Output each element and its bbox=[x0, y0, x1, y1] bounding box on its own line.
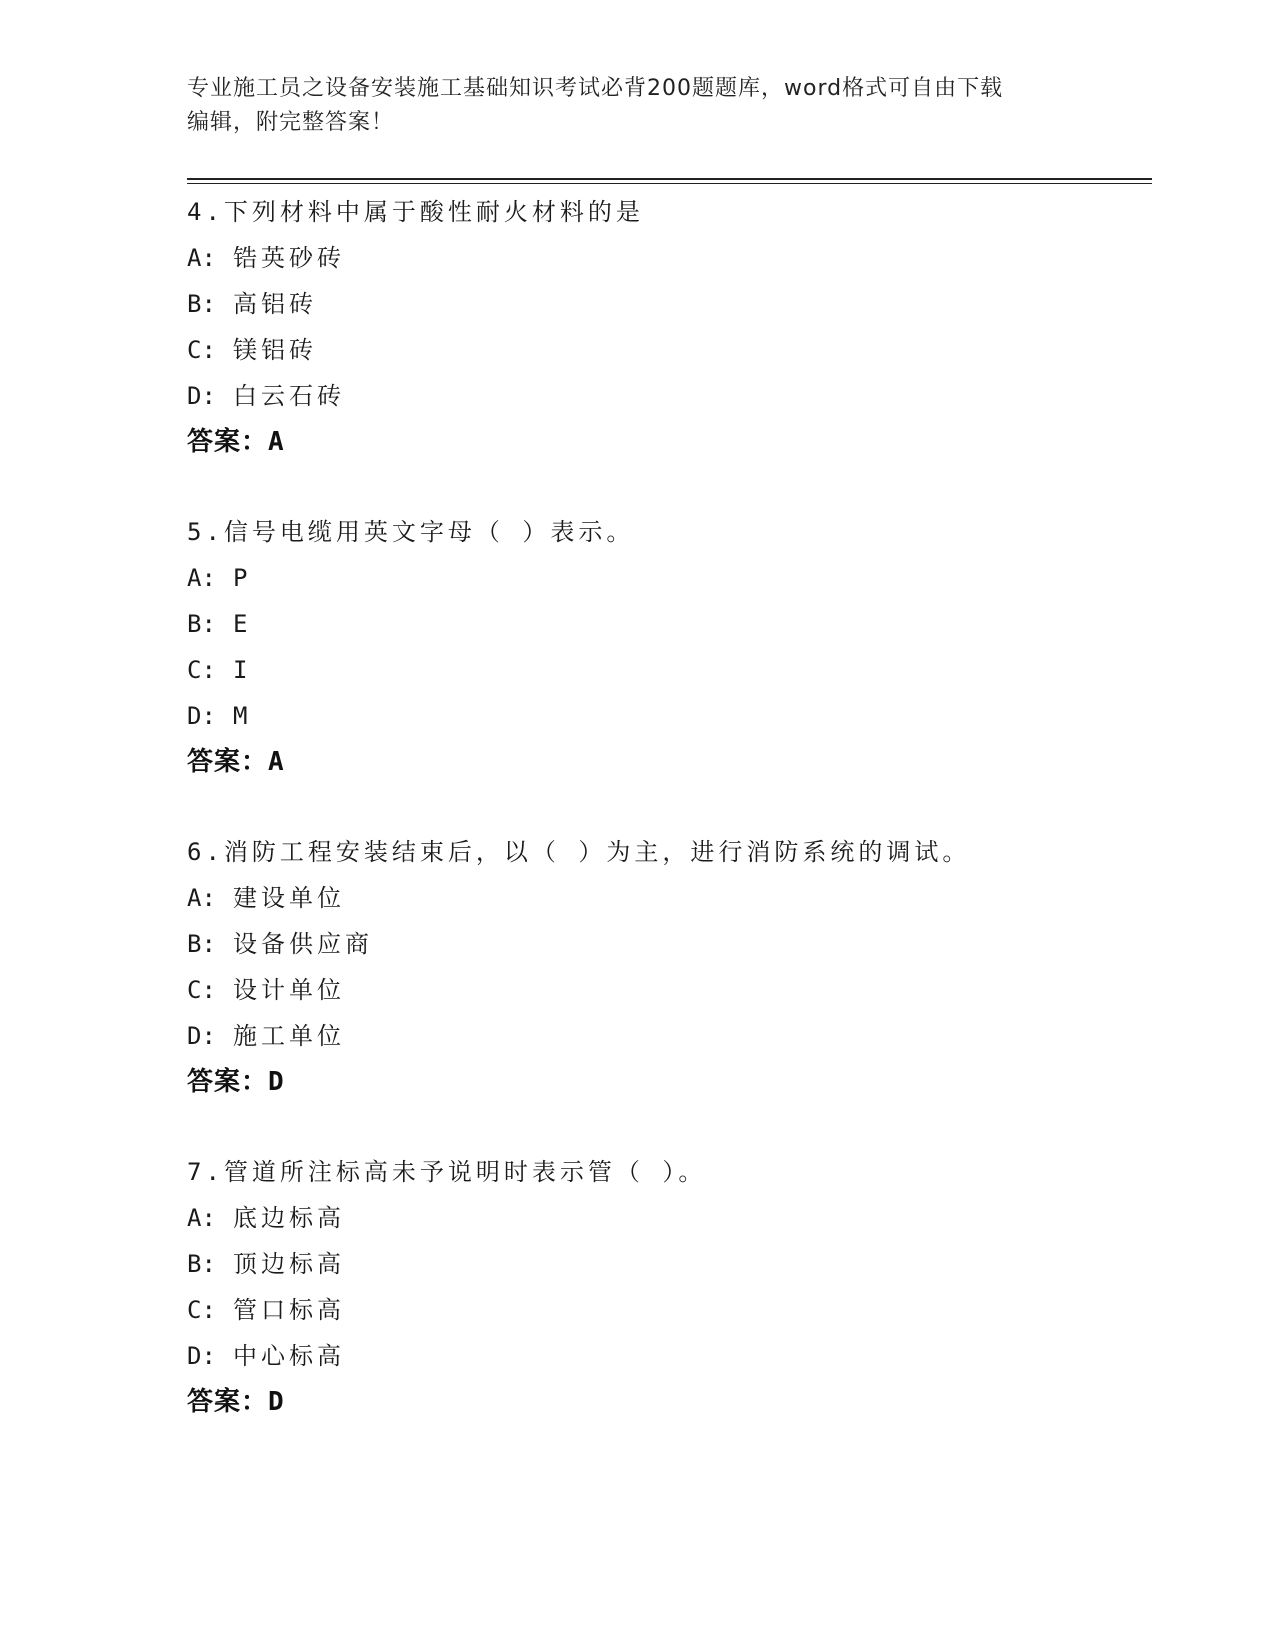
answer-line bbox=[187, 1059, 1147, 1105]
answer-value: A bbox=[268, 747, 285, 777]
option-letter: D: bbox=[187, 702, 216, 730]
option-a bbox=[187, 235, 1147, 281]
option-b bbox=[187, 601, 1147, 647]
option-letter: C: bbox=[187, 1296, 216, 1324]
option-letter: A: bbox=[187, 1204, 216, 1232]
option-letter: B: bbox=[187, 610, 216, 638]
option-letter: B: bbox=[187, 1250, 216, 1278]
option-b bbox=[187, 921, 1147, 967]
option-c bbox=[187, 967, 1147, 1013]
option-c bbox=[187, 327, 1147, 373]
option-text: 建设单位 bbox=[233, 884, 345, 912]
option-letter: B: bbox=[187, 290, 216, 318]
question-title: 7.管道所注标高未予说明时表示管（ ）。 bbox=[187, 1158, 707, 1186]
option-text: 设计单位 bbox=[233, 976, 345, 1004]
option-text: M bbox=[233, 702, 252, 730]
option-letter: B: bbox=[187, 930, 216, 958]
answer-value: D bbox=[268, 1387, 285, 1417]
option-b bbox=[187, 1241, 1147, 1287]
header-divider-thick bbox=[187, 178, 1152, 180]
question-block bbox=[187, 189, 1147, 465]
answer-value: D bbox=[268, 1067, 285, 1097]
header-divider-thin bbox=[187, 183, 1152, 184]
option-letter: C: bbox=[187, 336, 216, 364]
option-letter: C: bbox=[187, 976, 216, 1004]
header-line-2: 编辑，附完整答案！ bbox=[187, 110, 395, 135]
option-text: 设备供应商 bbox=[233, 930, 373, 958]
option-d bbox=[187, 1333, 1147, 1379]
question-block bbox=[187, 1149, 1147, 1425]
question-title: 5.信号电缆用英文字母（ ）表示。 bbox=[187, 518, 635, 546]
option-text: 中心标高 bbox=[233, 1342, 345, 1370]
answer-label: 答案： bbox=[187, 427, 269, 457]
option-letter: D: bbox=[187, 1342, 216, 1370]
option-c bbox=[187, 1287, 1147, 1333]
option-text: 高铝砖 bbox=[233, 290, 317, 318]
option-b bbox=[187, 281, 1147, 327]
option-letter: A: bbox=[187, 884, 216, 912]
option-text: 管口标高 bbox=[233, 1296, 345, 1324]
answer-label: 答案： bbox=[187, 747, 269, 777]
option-text: I bbox=[233, 656, 252, 684]
answer-line bbox=[187, 419, 1147, 465]
answer-line bbox=[187, 1379, 1147, 1425]
option-a bbox=[187, 1195, 1147, 1241]
option-letter: A: bbox=[187, 564, 216, 592]
option-text: E bbox=[233, 610, 252, 638]
option-text: 顶边标高 bbox=[233, 1250, 345, 1278]
question-block bbox=[187, 509, 1147, 785]
document-header bbox=[187, 72, 1087, 140]
question-title: 6.消防工程安装结束后，以（ ）为主，进行消防系统的调试。 bbox=[187, 838, 971, 866]
option-a bbox=[187, 875, 1147, 921]
option-letter: D: bbox=[187, 1022, 216, 1050]
header-line-1: 专业施工员之设备安装施工基础知识考试必背200题题库，word格式可自由下载 bbox=[187, 76, 1004, 101]
option-letter: D: bbox=[187, 382, 216, 410]
option-d bbox=[187, 693, 1147, 739]
answer-label: 答案： bbox=[187, 1387, 269, 1417]
answer-line bbox=[187, 739, 1147, 785]
option-d bbox=[187, 1013, 1147, 1059]
answer-value: A bbox=[268, 427, 285, 457]
option-d bbox=[187, 373, 1147, 419]
option-text: 白云石砖 bbox=[233, 382, 345, 410]
answer-label: 答案： bbox=[187, 1067, 269, 1097]
question-block bbox=[187, 829, 1147, 1105]
option-text: P bbox=[233, 564, 252, 592]
option-text: 镁铝砖 bbox=[233, 336, 317, 364]
option-c bbox=[187, 647, 1147, 693]
option-text: 锆英砂砖 bbox=[233, 244, 345, 272]
option-letter: A: bbox=[187, 244, 216, 272]
option-a bbox=[187, 555, 1147, 601]
option-text: 底边标高 bbox=[233, 1204, 345, 1232]
option-text: 施工单位 bbox=[233, 1022, 345, 1050]
option-letter: C: bbox=[187, 656, 216, 684]
question-title: 4.下列材料中属于酸性耐火材料的是 bbox=[187, 198, 644, 226]
